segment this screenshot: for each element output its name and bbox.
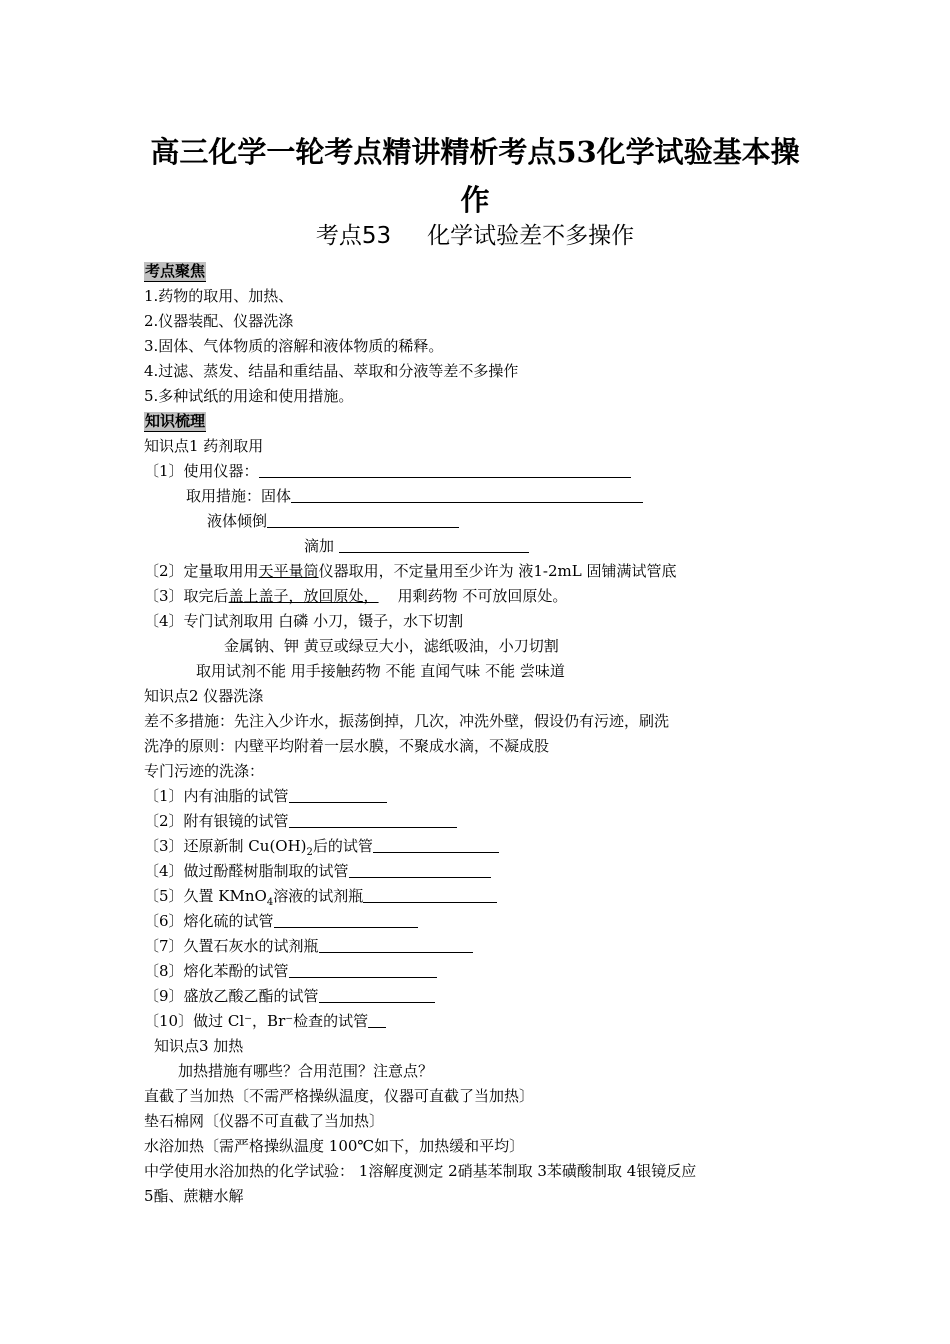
text-line: 加热措施有哪些？合用范围？注意点？ bbox=[178, 1062, 434, 1080]
point1-heading: 知识点1 药剂取用 bbox=[144, 437, 264, 455]
fill-line: 〔9〕盛放乙酸乙酯的试管 bbox=[144, 984, 844, 1009]
blank-underline[interactable] bbox=[363, 886, 497, 903]
section-subtitle bbox=[120, 220, 830, 252]
fill-line: 〔1〕内有油脂的试管 bbox=[144, 784, 844, 809]
fill-line: 〔6〕熔化硫的试管 bbox=[144, 909, 844, 934]
blank-underline[interactable] bbox=[373, 836, 499, 853]
focus-item: 1.药物的取用、加热、 bbox=[144, 287, 294, 305]
title-line-1: 高三化学一轮考点精讲精析考点53化学试验基本操 bbox=[150, 135, 800, 169]
focus-item: 5.多种试纸的用途和使用措施。 bbox=[144, 387, 354, 405]
text-line: 洗净的原则：内壁平均附着一层水膜，不聚成水滴，不凝成股 bbox=[144, 737, 550, 755]
text-line: 直截了当加热〔不需严格操纵温度，仪器可直截了当加热〕 bbox=[144, 1087, 535, 1105]
focus-item: 2.仪器装配、仪器洗涤 bbox=[144, 312, 294, 330]
blank-underline[interactable] bbox=[289, 786, 387, 803]
focus-item: 4.过滤、蒸发、结晶和重结晶、萃取和分液等差不多操作 bbox=[144, 362, 519, 380]
text-line: 〔3〕取完后盖上盖子，放回原处， 用剩药物 不可放回原处。 bbox=[144, 587, 568, 605]
blank-underline[interactable] bbox=[339, 536, 529, 553]
text-line: 垫石棉网〔仪器不可直截了当加热〕 bbox=[144, 1112, 385, 1130]
blank-underline[interactable] bbox=[289, 961, 437, 978]
fill-line: 〔10〕做过 Cl⁻，Br⁻检查的试管 bbox=[144, 1009, 844, 1034]
point3-heading: 知识点3 加热 bbox=[154, 1037, 244, 1055]
blank-underline[interactable] bbox=[289, 811, 457, 828]
fill-line: 〔2〕附有银镜的试管 bbox=[144, 809, 844, 834]
focus-label: 考点聚焦 bbox=[145, 262, 206, 280]
fill-line: 〔5〕久置 KMnO$_4$溶液的试剂瓶 bbox=[144, 884, 844, 909]
fill-line: 〔8〕熔化苯酚的试管 bbox=[144, 959, 844, 984]
fill-line: 〔4〕做过酚醛树脂制取的试管 bbox=[144, 859, 844, 884]
document-body bbox=[144, 259, 844, 1209]
blank-underline[interactable] bbox=[267, 511, 459, 528]
text-line: 专门污迹的洗涤： bbox=[144, 762, 265, 780]
fill-line: 〔7〕久置石灰水的试剂瓶 bbox=[144, 934, 844, 959]
fill-line: 滴加 bbox=[144, 534, 844, 559]
focus-item: 3.固体、气体物质的溶解和液体物质的稀释。 bbox=[144, 337, 444, 355]
text-line: 金属钠、钾 黄豆或绿豆大小，滤纸吸油，小刀切割 bbox=[224, 637, 559, 655]
fill-line: 取用措施：固体 bbox=[144, 484, 844, 509]
knowledge-label: 知识梳理 bbox=[145, 412, 206, 430]
blank-underline[interactable] bbox=[368, 1011, 386, 1028]
blank-underline[interactable] bbox=[319, 986, 435, 1003]
text-line: 水浴加热〔需严格操纵温度 100℃如下，加热缓和平均〕 bbox=[144, 1137, 525, 1155]
fill-line: 〔1〕使用仪器： bbox=[144, 459, 844, 484]
subtitle-text: 化学试验差不多操作 bbox=[427, 223, 635, 249]
blank-underline[interactable] bbox=[291, 486, 643, 503]
text-line: 中学使用水浴加热的化学试验： 1溶解度测定 2硝基苯制取 3苯磺酸制取 4银镜反应 bbox=[144, 1162, 697, 1180]
point2-heading: 知识点2 仪器洗涤 bbox=[144, 687, 264, 705]
blank-underline[interactable] bbox=[259, 461, 631, 478]
blank-underline[interactable] bbox=[319, 936, 473, 953]
blank-underline[interactable] bbox=[274, 911, 418, 928]
text-line: 〔4〕专门试剂取用 白磷 小刀，镊子，水下切割 bbox=[144, 612, 464, 630]
text-line: 取用试剂不能 用手接触药物 不能 直闻气味 不能 尝味道 bbox=[196, 662, 565, 680]
text-line: 差不多措施：先注入少许水，振荡倒掉，几次，冲洗外壁，假设仍有污迹，刷洗 bbox=[144, 712, 670, 730]
title-line-2: 作 bbox=[460, 183, 490, 217]
fill-line: 〔3〕还原新制 $Cu(OH)_2$后的试管 bbox=[144, 834, 844, 859]
text-line: 5酯、蔗糖水解 bbox=[144, 1187, 244, 1205]
blank-underline[interactable] bbox=[349, 861, 491, 878]
document-title bbox=[120, 128, 830, 224]
text-line: 〔2〕定量取用用天平量筒仪器取用，不定量用至少许为 液1-2mL 固铺满试管底 bbox=[144, 562, 677, 580]
subtitle-number: 考点53 bbox=[315, 223, 392, 249]
fill-line: 液体倾倒 bbox=[144, 509, 844, 534]
